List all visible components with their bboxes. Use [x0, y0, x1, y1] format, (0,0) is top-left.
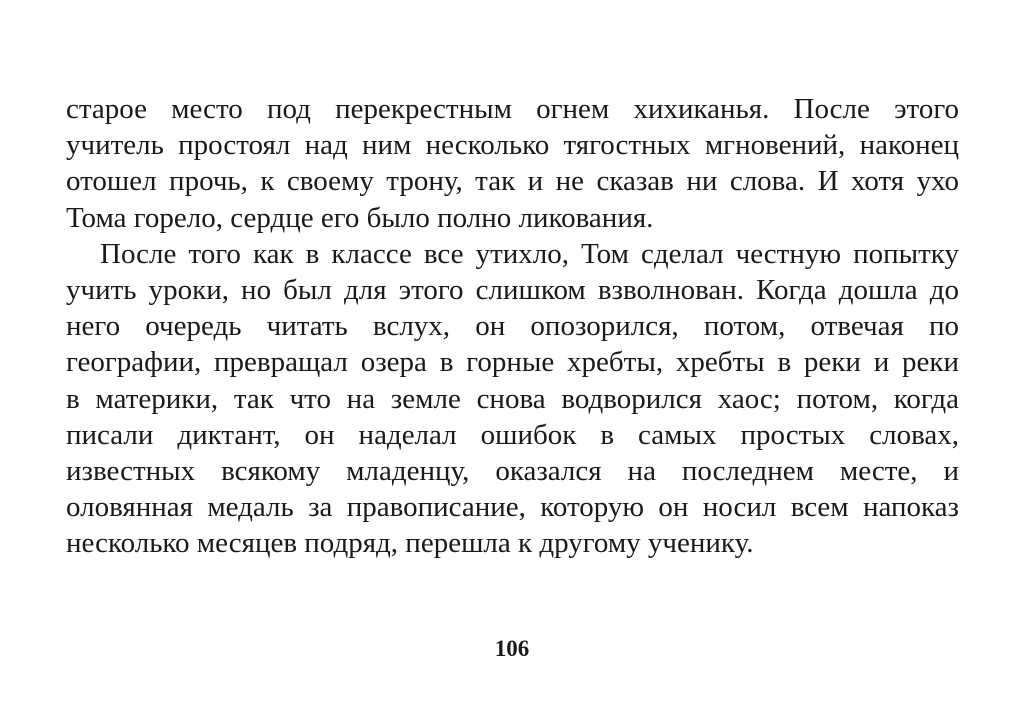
- text-line: в материки, так что на земле снова водворился хаос; потом, когда: [66, 382, 959, 415]
- text-line: Тома горело, сердце его было полно ликования.: [66, 201, 654, 234]
- text-line: несколько месяцев подряд, перешла к другому ученику.: [66, 527, 754, 560]
- text-line: географии, превращал озера в горные хребты, хребты в реки и реки: [66, 346, 959, 379]
- text-line: писали диктант, он наделал ошибок в самых простых словах,: [66, 418, 959, 451]
- text-line: После того как в классе все утихло, Том сделал честную попытку: [100, 237, 959, 270]
- text-line: известных всякому младенцу, оказался на последнем месте, и: [66, 455, 959, 488]
- text-line: учитель простоял над ним несколько тягостных мгновений, наконец: [66, 129, 959, 162]
- text-line: отошел прочь, к своему трону, так и не сказав ни слова. И хотя ухо: [66, 165, 959, 198]
- text-line: старое место под перекрестным огнем хихиканья. После этого: [66, 93, 959, 125]
- body-text: [66, 91, 959, 562]
- text-line: оловянная медаль за правописание, которую он носил всем напоказ: [66, 491, 959, 524]
- text-line: него очередь читать вслух, он опозорился, потом, отвечая по: [66, 310, 959, 343]
- text-line: учить уроки, но был для этого слишком взволнован. Когда дошла до: [66, 274, 959, 307]
- page-number: 106: [494, 636, 530, 661]
